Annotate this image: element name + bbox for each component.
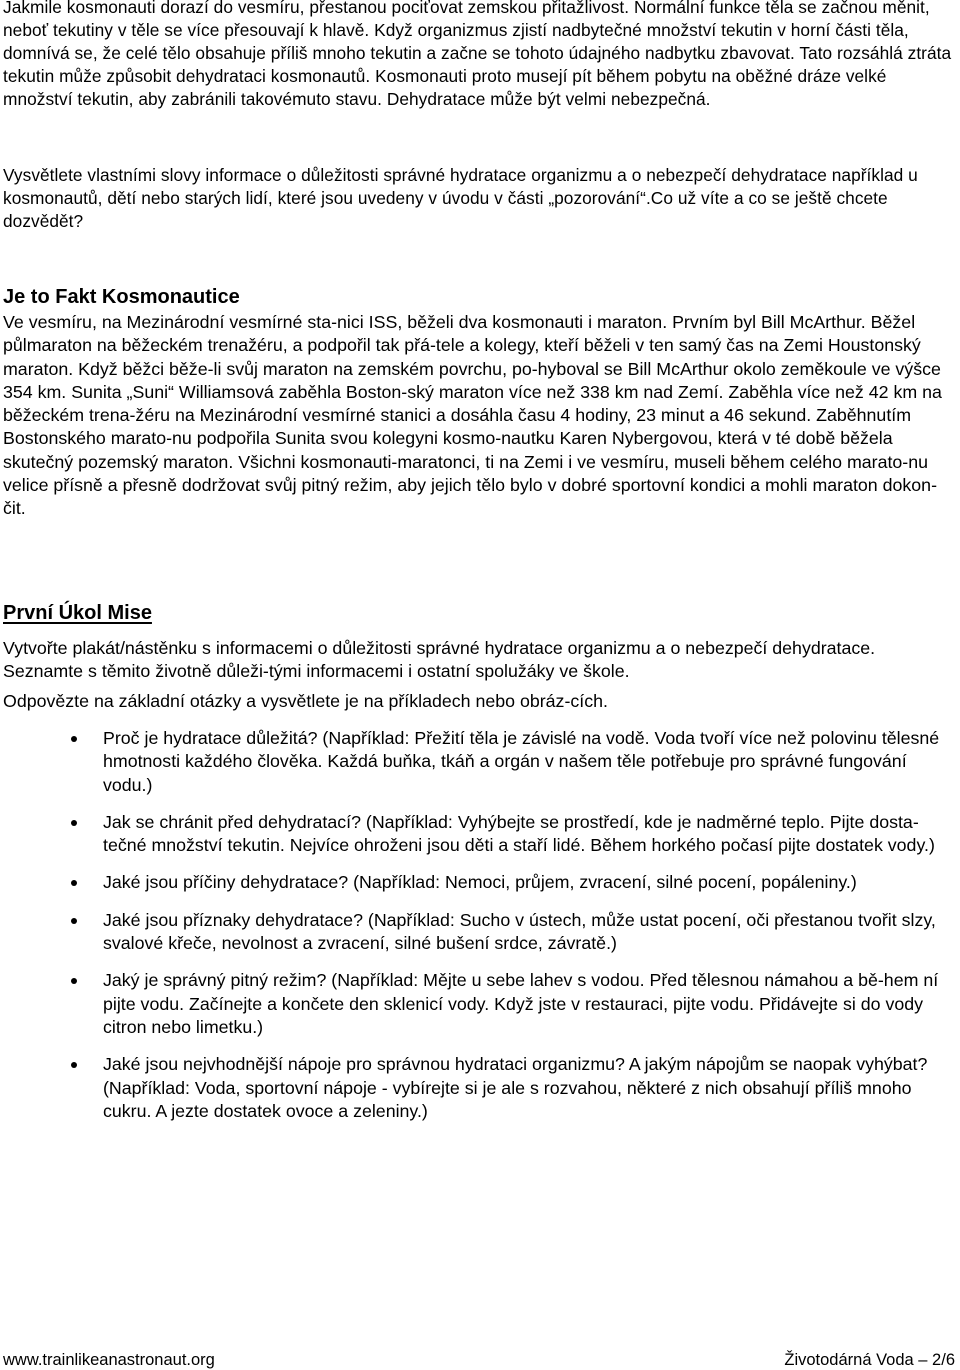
bullet-icon bbox=[71, 1062, 77, 1068]
bullet-icon bbox=[71, 880, 77, 886]
bullet-icon bbox=[71, 918, 77, 924]
list-item-text: Jaké jsou příznaky dehydratace? (Například: Sucho v ústech, může ustat pocení, oči přestanou tvořit slzy, svalové křeče, nevolnost a zvracení, silné bušení srdce, závratě.) bbox=[103, 909, 936, 954]
bullet-icon bbox=[71, 820, 77, 826]
explain-paragraph: Vysvětlete vlastními slovy informace o důležitosti správné hydratace organizmu a o nebezpečí dehydratace například u kosmonautů, dětí nebo starých lidí, které jsou uvedeny v úvodu v části „pozorování“.Co už víte a co se ještě chcete dozvědět? bbox=[3, 165, 918, 231]
bullet-icon bbox=[71, 736, 77, 742]
list-item-text: Jaké jsou nejvhodnější nápoje pro správnou hydrataci organizmu? A jakým nápojům se naopak vyhýbat? (Například: Voda, sportovní nápoje - vybírejte si je ale s rozvahou, některé z nich obsahují příliš mnoho cukru. A jezte dostatek ovoce a zeleniny.) bbox=[103, 1054, 928, 1121]
task-question-line: Odpovězte na základní otázky a vysvětlete je na příkladech nebo obráz-cích. bbox=[3, 691, 608, 711]
list-item bbox=[3, 1053, 953, 1123]
list-item bbox=[3, 727, 953, 797]
fact-heading: Je to Fakt Kosmonautice bbox=[3, 286, 240, 308]
task-paragraph: Vytvořte plakát/nástěnku s informacemi o důležitosti správné hydratace organizmu a o nebezpečí dehydratace. Seznamte s těmito životně důleži-tými informacemi i ostatní spolužáky ve škole. bbox=[3, 638, 876, 682]
list-item-text: Jaké jsou příčiny dehydratace? (Například: Nemoci, průjem, zvracení, silné pocení, popáleniny.) bbox=[103, 872, 857, 893]
footer-url-link[interactable]: www.trainlikeanastronaut.org bbox=[3, 1351, 215, 1369]
list-item bbox=[3, 909, 953, 956]
list-item-text: Jaký je správný pitný režim? (Například: Mějte u sebe lahev s vodou. Před tělesnou námahou a bě-hem ní pijte vodu. Začínejte a končete den sklenicí vody. Když jste v restauraci, pijte vodu. Přidávejte si do vody citron nebo limetku.) bbox=[103, 970, 939, 1037]
list-item bbox=[3, 969, 953, 1039]
list-item bbox=[3, 811, 953, 858]
intro-paragraph: Jakmile kosmonauti dorazí do vesmíru, přestanou pociťovat zemskou přitažlivost. Normální funkce těla se začnou měnit, neboť tekutiny v těle se více přesouvají k hlavě. Když organizmus zjistí nadbytečné množství tekutin v horní části těla, domnívá se, že celé tělo obsahuje příliš mnoho tekutin a začne se tohoto údajného nadbytku zbavovat. Tato rozsáhlá ztráta tekutin může způsobit dehydrataci kosmonautů. Kosmonauti proto musejí pít během pobytu na oběžné dráze velké množství tekutin, aby zabránili takovémuto stavu. Dehydratace může být velmi nebezpečná. bbox=[3, 0, 952, 109]
list-item-text: Proč je hydratace důležitá? (Například: Přežití těla je závislé na vodě. Voda tvoří více než polovinu tělesné hmotnosti každého člověka. Každá buňka, tkáň a orgán v našem těle potřebuje pro správné fungování vodu.) bbox=[103, 728, 940, 795]
list-item-text: Jak se chránit před dehydratací? (Například: Vyhýbejte se prostředí, kde je nadměrné teplo. Pijte dosta-tečné množství tekutin. Nejvíce ohroženi jsou děti a staří lidé. Během horkého počasí pijte dostatek vody.) bbox=[103, 811, 935, 856]
bullet-icon bbox=[71, 978, 77, 984]
footer-page-label: Životodárná Voda – 2/6 bbox=[784, 1351, 955, 1369]
task-heading: První Úkol Mise bbox=[3, 602, 152, 624]
list-item bbox=[3, 871, 953, 894]
fact-paragraph: Ve vesmíru, na Mezinárodní vesmírné sta-nici ISS, běželi dva kosmonauti i maraton. Prvním byl Bill McArthur. Běžel půlmaraton na běžeckém trenažéru, a podpořil tak přá-tele a kolegy, kteří běželi v ten samý čas na Zemi Houstonský maraton. Když běžci běže-li svůj maraton na zemském povrchu, po-hyboval se Bill McArthur okolo zeměkoule ve výšce 354 km. Sunita „Suni“ Williamsová zaběhla Boston-ský maraton více než 338 km nad Zemí. Zaběhla více než 42 km na běžeckém trena-žéru na Mezinárodní vesmírné stanici a dosáhla času 4 hodiny, 23 minut a 46 sekund. Zaběhnutím Bostonského marato-nu podpořila Sunita svou kolegyni kosmo-nautku Karen Nybergovou, která v té době běžela skutečný pozemský maraton. Všichni kosmonauti-maratonci, ti na Zemi i ve vesmíru, museli během celého marato-nu velice přísně a přesně dodržovat svůj pitný režim, aby jejich tělo bylo v dobré sportovní kondici a mohli maraton dokon-čit. bbox=[3, 312, 942, 519]
question-list bbox=[3, 727, 953, 1137]
